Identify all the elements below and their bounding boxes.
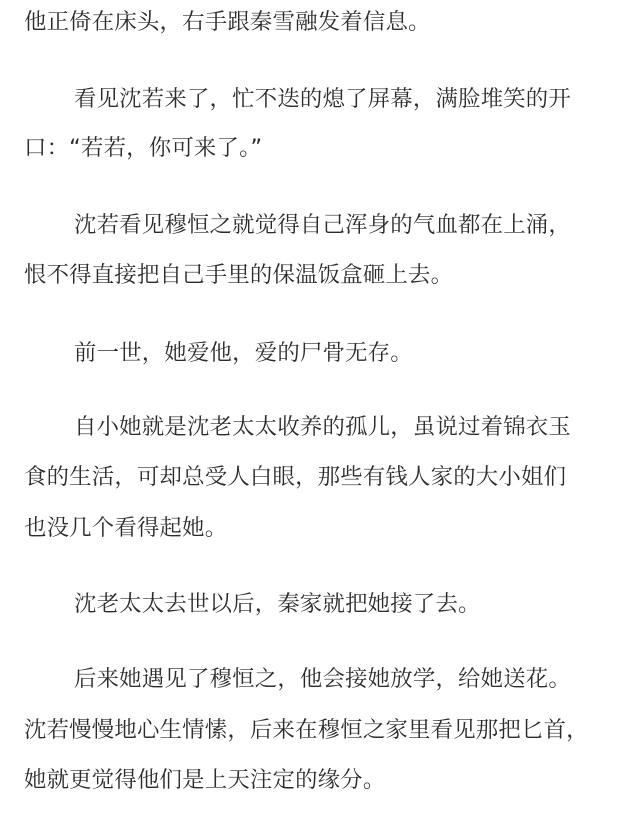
paragraph-first-line: 看见沈若来了，忙不迭的熄了屏幕，满脸堆笑的开	[74, 86, 571, 112]
text-line: 恨不得直接把自己手里的保温饭盒砸上去。	[24, 262, 454, 288]
paragraph-first-line: 前一世，她爱他，爱的尸骨无存。	[74, 340, 413, 366]
text-line: 食的生活，可却总受人白眼，那些有钱人家的大小姐们	[24, 464, 567, 490]
paragraph-first-line: 后来她遇见了穆恒之，他会接她放学，给她送花。	[74, 666, 571, 692]
paragraph-first-line: 自小她就是沈老太太收养的孤儿，虽说过着锦衣玉	[74, 414, 571, 440]
text-line: 她就更觉得他们是上天注定的缘分。	[24, 767, 386, 793]
text-line: 口：“若若，你可来了。”	[24, 135, 263, 161]
text-line: 也没几个看得起她。	[24, 515, 228, 541]
paragraph-first-line: 沈老太太去世以后，秦家就把她接了去。	[74, 591, 481, 617]
text-line: 沈若慢慢地心生情愫，后来在穆恒之家里看见那把匕首，	[24, 717, 589, 743]
paragraph-first-line: 沈若看见穆恒之就觉得自己浑身的气血都在上涌，	[74, 212, 571, 238]
text-line: 他正倚在床头，右手跟秦雪融发着信息。	[24, 9, 431, 35]
